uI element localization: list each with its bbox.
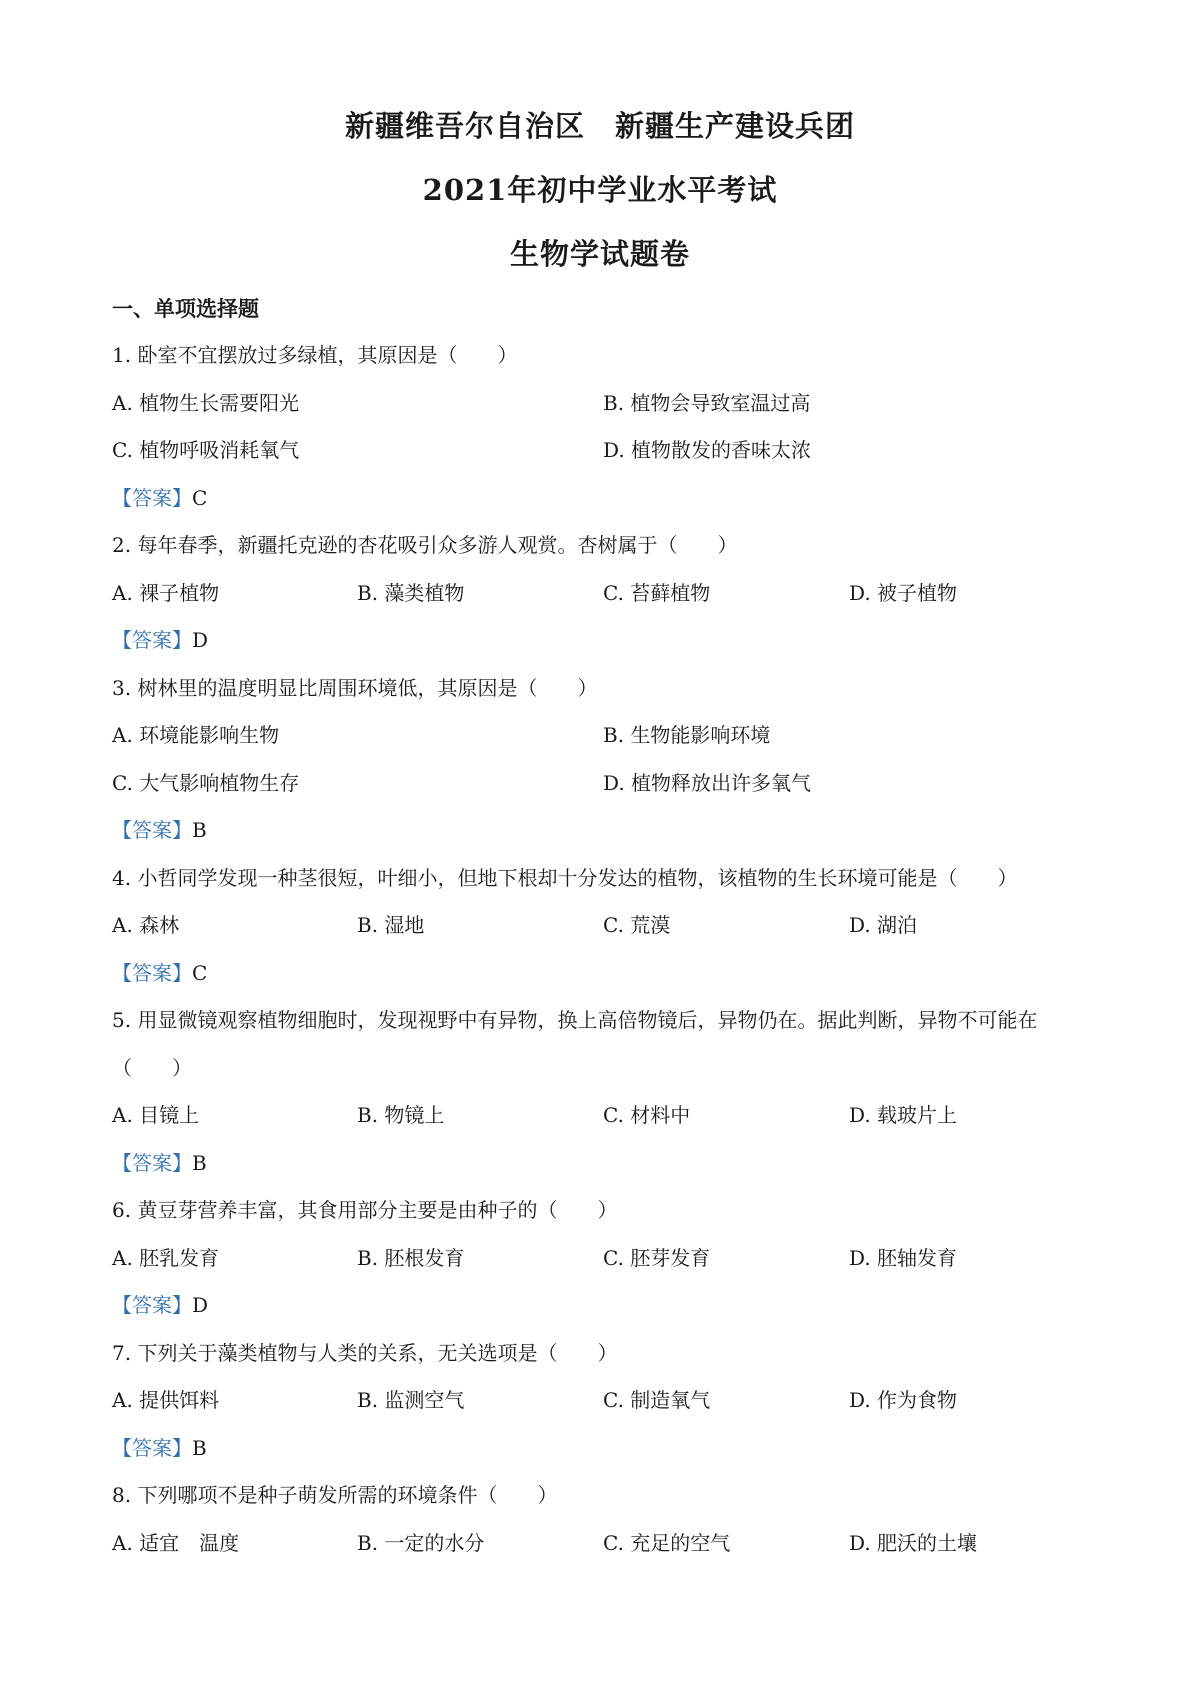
q4-option-a: A. 森林 xyxy=(112,913,180,937)
q6-option-c: C. 胚芽发育 xyxy=(603,1246,711,1270)
q4-option-c: C. 荒漠 xyxy=(603,913,671,937)
q2-option-d: D. 被子植物 xyxy=(849,581,958,605)
question-stem-5: 5. 用显微镜观察植物细胞时，发现视野中有异物，换上高倍物镜后，异物仍在。据此判断，异物不可能在 xyxy=(112,1008,1038,1032)
q3-option-d: D. 植物释放出许多氧气 xyxy=(603,771,812,795)
exam-region-title: 新疆维吾尔自治区 新疆生产建设兵团 xyxy=(344,109,855,143)
q3-answer xyxy=(112,814,207,843)
q7-option-a: A. 提供饵料 xyxy=(112,1388,220,1412)
answer-tag: 【答案】 xyxy=(112,1436,192,1460)
q4-option-d: D. 湖泊 xyxy=(849,913,918,937)
answer-tag: 【答案】 xyxy=(112,628,192,652)
q5-option-c: C. 材料中 xyxy=(603,1103,691,1127)
answer-value: B xyxy=(192,1151,207,1175)
answer-value: B xyxy=(192,818,207,842)
answer-value: D xyxy=(192,628,209,652)
q4-answer xyxy=(112,957,207,986)
q3-option-a: A. 环境能影响生物 xyxy=(112,723,280,747)
question-stem-3: 3. 树林里的温度明显比周围环境低，其原因是（ ） xyxy=(112,676,598,700)
q7-option-d: D. 作为食物 xyxy=(849,1388,958,1412)
q1-answer xyxy=(112,482,207,511)
answer-tag: 【答案】 xyxy=(112,961,192,985)
q2-option-c: C. 苔藓植物 xyxy=(603,581,711,605)
answer-tag: 【答案】 xyxy=(112,1151,192,1175)
question-stem-5-cont: （ ） xyxy=(112,1056,192,1080)
q1-option-a: A. 植物生长需要阳光 xyxy=(112,391,300,415)
question-stem-4: 4. 小哲同学发现一种茎很短，叶细小，但地下根却十分发达的植物，该植物的生长环境可能是（ ） xyxy=(112,866,1018,890)
q3-option-c: C. 大气影响植物生存 xyxy=(112,771,300,795)
q4-option-b: B. 湿地 xyxy=(357,913,425,937)
q2-option-a: A. 裸子植物 xyxy=(112,581,220,605)
q8-option-a: A. 适宜 温度 xyxy=(112,1531,240,1555)
q3-option-b: B. 生物能影响环境 xyxy=(603,723,771,747)
q6-option-d: D. 胚轴发育 xyxy=(849,1246,958,1270)
q8-option-c: C. 充足的空气 xyxy=(603,1531,731,1555)
answer-tag: 【答案】 xyxy=(112,486,192,510)
q5-option-d: D. 载玻片上 xyxy=(849,1103,958,1127)
q6-option-a: A. 胚乳发育 xyxy=(112,1246,220,1270)
exam-name-title: 2021年初中学业水平考试 xyxy=(422,173,778,207)
answer-value: B xyxy=(192,1436,207,1460)
q5-option-b: B. 物镜上 xyxy=(357,1103,445,1127)
q6-option-b: B. 胚根发育 xyxy=(357,1246,465,1270)
q7-answer xyxy=(112,1432,207,1461)
q1-option-b: B. 植物会导致室温过高 xyxy=(603,391,811,415)
answer-tag: 【答案】 xyxy=(112,1293,192,1317)
section-title: 一、单项选择题 xyxy=(112,296,259,321)
answer-value: D xyxy=(192,1293,209,1317)
question-stem-6: 6. 黄豆芽营养丰富，其食用部分主要是由种子的（ ） xyxy=(112,1198,618,1222)
q5-answer xyxy=(112,1147,207,1176)
q2-option-b: B. 藻类植物 xyxy=(357,581,465,605)
q8-option-b: B. 一定的水分 xyxy=(357,1531,485,1555)
q7-option-c: C. 制造氧气 xyxy=(603,1388,711,1412)
exam-subject-title: 生物学试题卷 xyxy=(509,237,690,271)
answer-tag: 【答案】 xyxy=(112,818,192,842)
answer-value: C xyxy=(192,961,208,985)
question-stem-2: 2. 每年春季，新疆托克逊的杏花吸引众多游人观赏。杏树属于（ ） xyxy=(112,533,738,557)
q1-option-d: D. 植物散发的香味太浓 xyxy=(603,438,812,462)
question-stem-1: 1. 卧室不宜摆放过多绿植，其原因是（ ） xyxy=(112,343,518,367)
q1-option-c: C. 植物呼吸消耗氧气 xyxy=(112,438,300,462)
q8-option-d: D. 肥沃的土壤 xyxy=(849,1531,978,1555)
question-stem-7: 7. 下列关于藻类植物与人类的关系，无关选项是（ ） xyxy=(112,1341,618,1365)
question-stem-8: 8. 下列哪项不是种子萌发所需的环境条件（ ） xyxy=(112,1483,558,1507)
answer-value: C xyxy=(192,486,208,510)
q5-option-a: A. 目镜上 xyxy=(112,1103,200,1127)
q2-answer xyxy=(112,624,208,653)
q7-option-b: B. 监测空气 xyxy=(357,1388,465,1412)
q6-answer xyxy=(112,1289,208,1318)
